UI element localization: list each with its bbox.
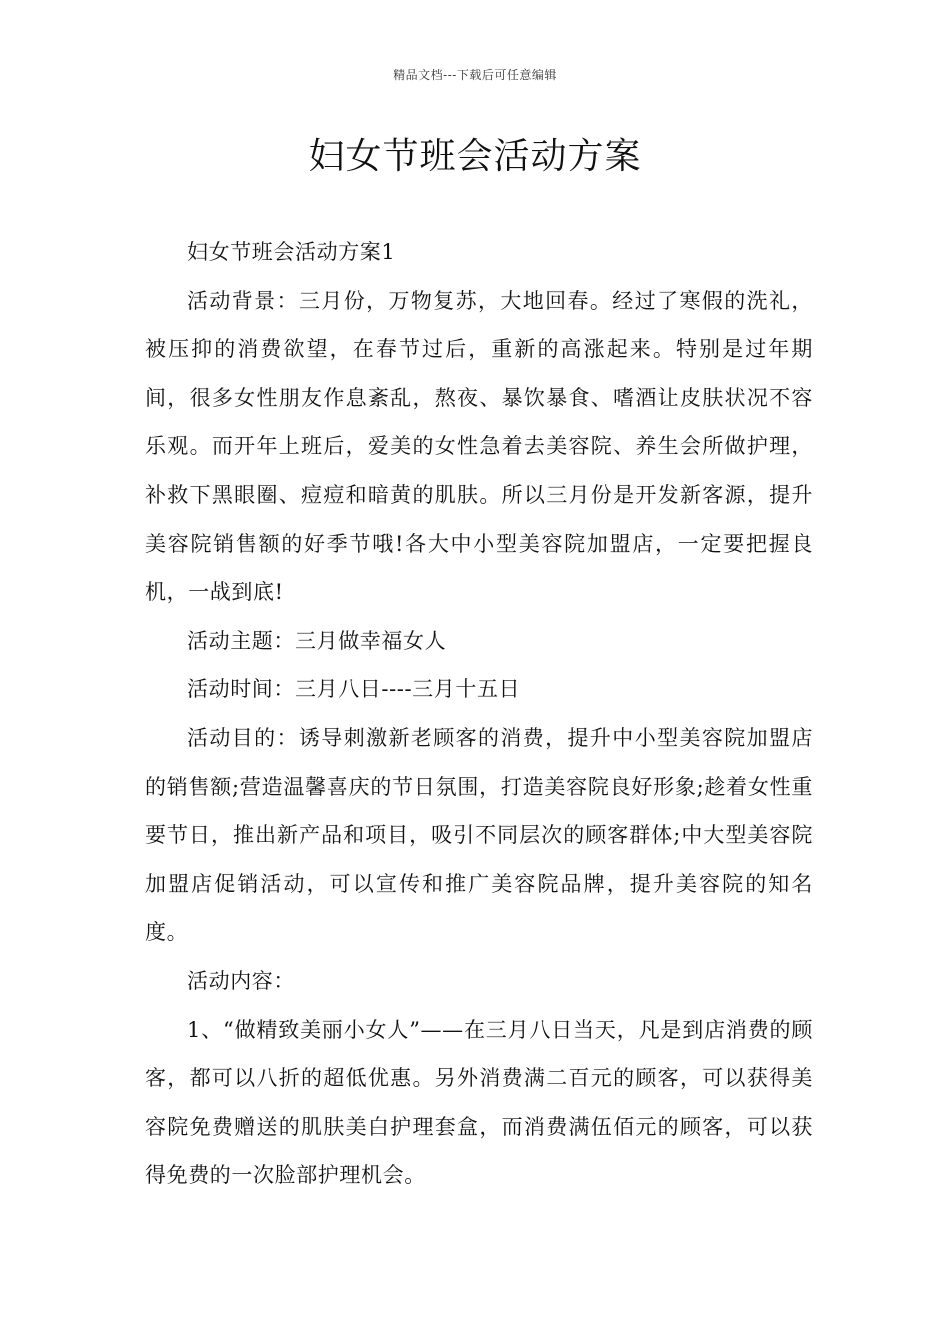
paragraph-theme: 活动主题：三月做幸福女人 [187,628,447,653]
paragraph-content-item-1: 1、“做精致美丽小女人”——在三月八日当天，凡是到店消费的顾客，都可以八折的超低优惠。另外消费满二百元的顾客，可以获得美容院免费赠送的肌肤美白护理套盒，而消费满伍佰元的顾客，可以获得免费的一次脸部护理机会。 [145,1017,813,1188]
paragraph-purpose: 活动目的：诱导刺激新老顾客的消费，提升中小型美容院加盟店的销售额;营造温馨喜庆的节日氛围，打造美容院良好形象;趁着女性重要节日，推出新产品和项目，吸引不同层次的顾客群体;中大型美容院加盟店促销活动，可以宣传和推广美容院品牌，提升美容院的知名度。 [145,725,813,945]
paragraph-time: 活动时间：三月八日----三月十五日 [187,677,521,702]
page-header-note: 精品文档---下载后可任意编辑 [393,68,557,82]
paragraph-content-heading: 活动内容： [187,968,295,993]
document-title: 妇女节班会活动方案 [308,136,642,177]
paragraph-background: 活动背景：三月份，万物复苏，大地回春。经过了寒假的洗礼，被压抑的消费欲望，在春节过后，重新的高涨起来。特别是过年期间，很多女性朋友作息紊乱，熬夜、暴饮暴食、嗜酒让皮肤状况不容乐观。而开年上班后，爱美的女性急着去美容院、养生会所做护理，补救下黑眼圈、痘痘和暗黄的肌肤。所以三月份是开发新客源，提升美容院销售额的好季节哦!各大中小型美容院加盟店，一定要把握良机，一战到底! [145,288,813,605]
section-heading: 妇女节班会活动方案1 [187,240,396,264]
document-body [145,228,813,1200]
